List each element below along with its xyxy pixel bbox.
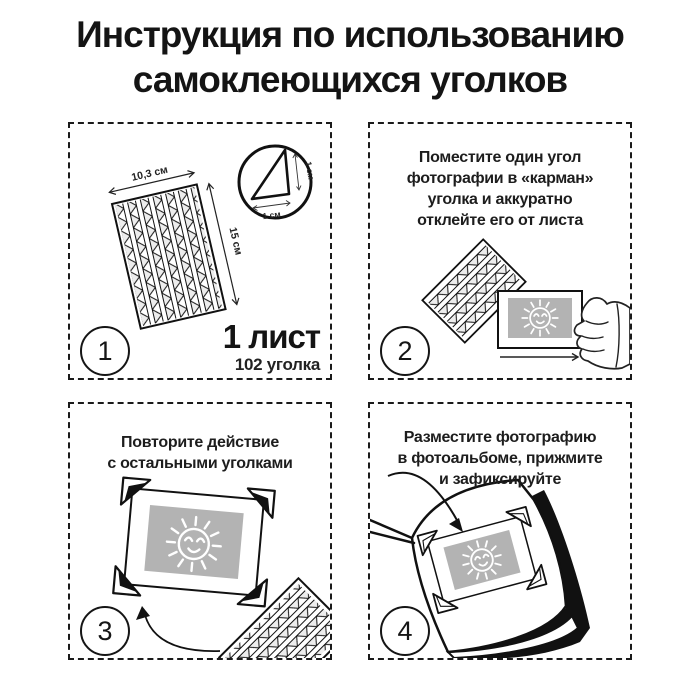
instruction-line: уголка и аккуратно [427, 191, 573, 208]
step-1-panel [68, 122, 332, 380]
instruction-line: с остальными уголками [107, 455, 293, 472]
instruction-line: отклейте его от листа [417, 212, 583, 229]
step-2-panel [368, 122, 632, 380]
step-number-badge [80, 606, 130, 656]
corner-count-label: 102 уголка [234, 355, 320, 374]
step-3-panel [68, 402, 332, 660]
sheet-width-label: 10,3 см [130, 163, 170, 184]
sheet-count-label: 1 лист [222, 318, 320, 355]
step-number: 1 [97, 335, 113, 366]
photo-illustration [113, 478, 275, 607]
step-number-badge [80, 326, 130, 376]
curved-arrow-icon [136, 606, 220, 651]
corner-width-label: 1 см [261, 208, 282, 222]
page-title [0, 12, 700, 102]
corner-size-badge [239, 146, 316, 221]
step-4-instruction [370, 427, 630, 490]
instruction-line: фотографии в «карман» [406, 170, 594, 187]
photo-illustration [498, 291, 582, 348]
step-number-badge [380, 326, 430, 376]
sheet-height-label: 15 см [226, 226, 245, 257]
step-number: 4 [397, 615, 413, 646]
page-title-line1: Инструкция по использованию [76, 14, 624, 55]
page-title-line2: самоклеющихся уголков [132, 59, 568, 100]
instruction-line: в фотоальбоме, прижмите [397, 450, 603, 467]
instruction-line: и зафиксируйте [438, 471, 562, 488]
instruction-line: Повторите действие [121, 434, 279, 451]
hand-icon [574, 298, 630, 369]
album-left-page-edge [370, 520, 414, 543]
slide-arrow-icon [500, 354, 578, 361]
step-number: 2 [397, 335, 413, 366]
corner-height-label: 1 см [303, 160, 317, 181]
instruction-line: Разместите фотографию [403, 429, 597, 446]
step-3-instruction [70, 432, 330, 474]
step-number: 3 [97, 615, 113, 646]
step-2-instruction [370, 147, 630, 231]
step-number-badge [380, 606, 430, 656]
corner-sheet-illustration [106, 151, 256, 329]
step-4-panel [368, 402, 632, 660]
instruction-line: Поместите один угол [418, 149, 582, 166]
